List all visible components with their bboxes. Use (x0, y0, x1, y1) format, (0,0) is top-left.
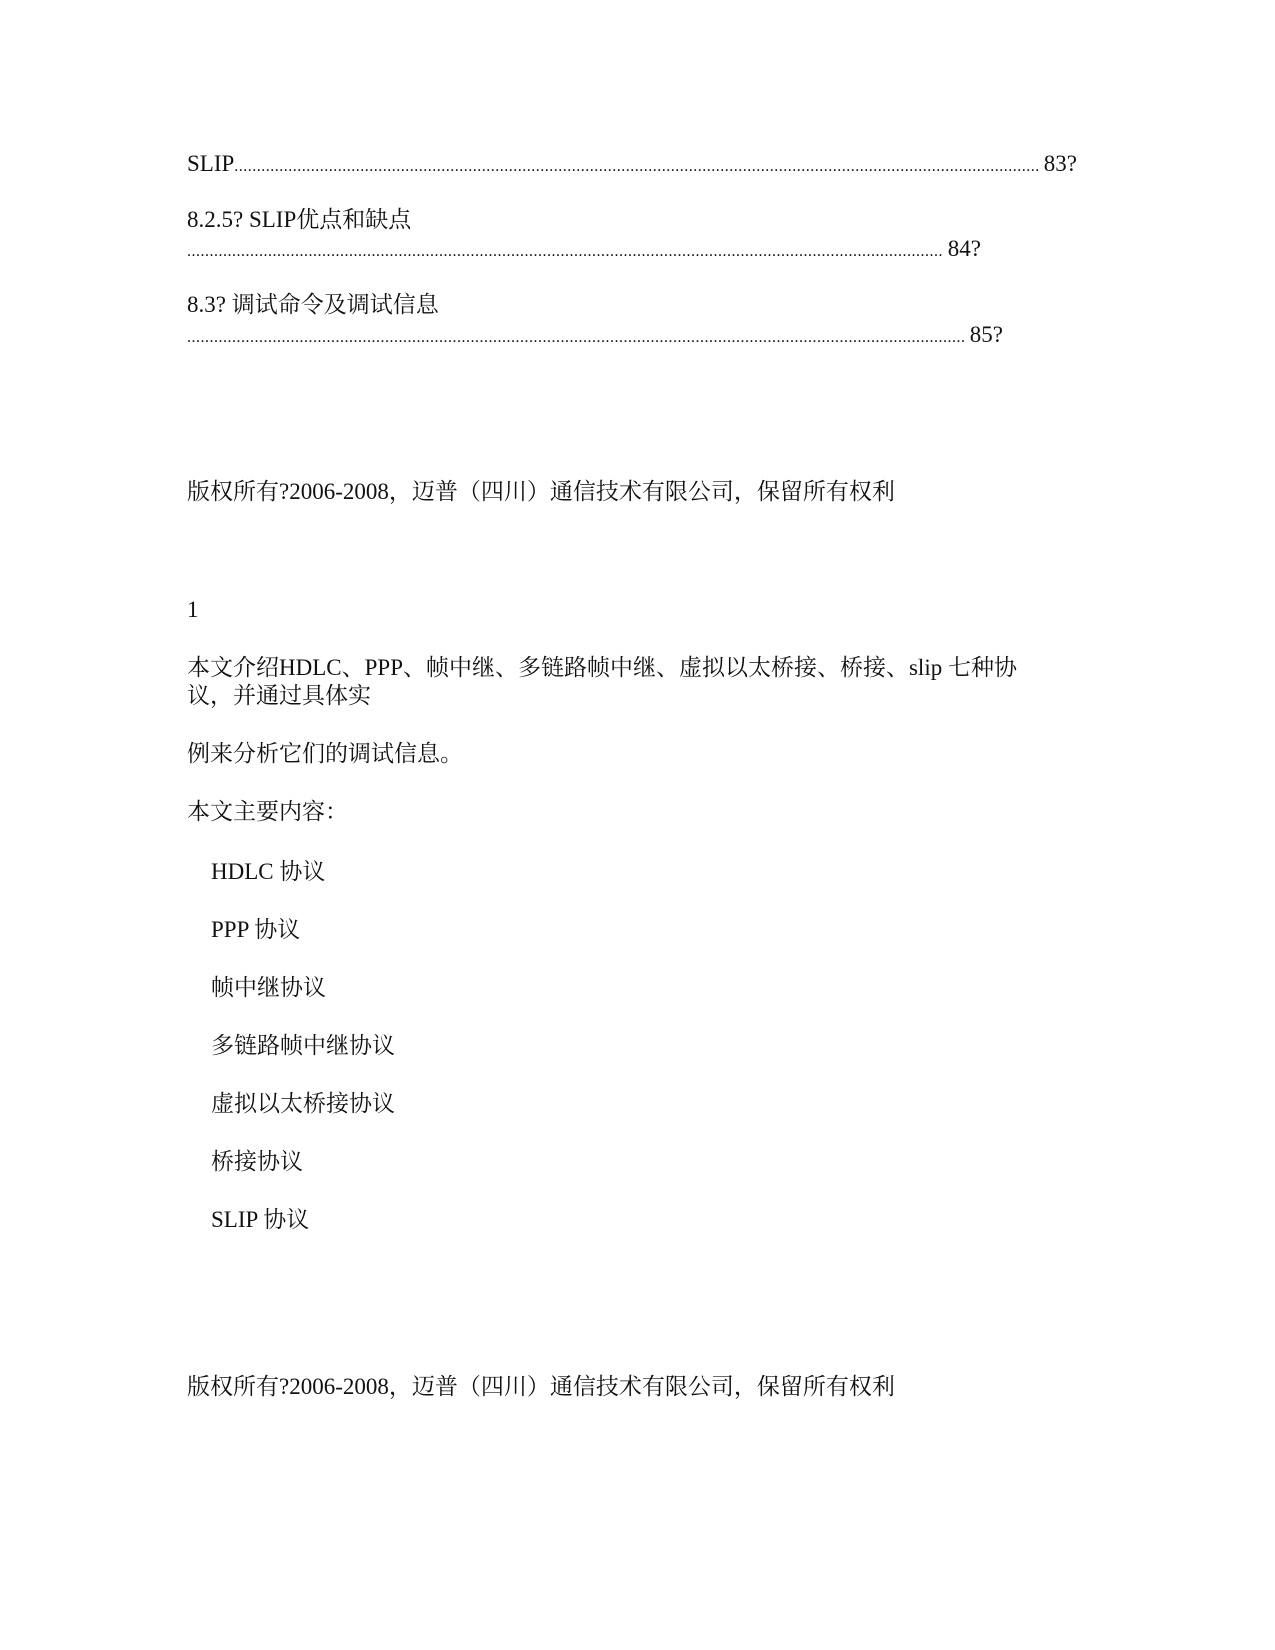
contents-item-bridge: 桥接协议 (211, 1149, 303, 1174)
copyright-footer: 版权所有?2006-2008，迈普（四川）通信技术有限公司，保留所有权利 (187, 479, 895, 504)
toc-entry-title: SLIP (187, 151, 235, 176)
toc-entry-leader-line (187, 321, 1003, 352)
contents-item-mfr: 多链路帧中继协议 (211, 1033, 395, 1058)
contents-item-hdlc: HDLC 协议 (211, 859, 326, 884)
page-number: 1 (187, 597, 199, 622)
toc-entry-title[interactable]: 8.3? 调试命令及调试信息 (187, 292, 439, 317)
intro-line: 本文介绍HDLC、PPP、帧中继、多链路帧中继、虚拟以太桥接、桥接、slip 七种协 (187, 655, 1017, 680)
intro-line: 议，并通过具体实 (187, 683, 371, 708)
toc-entry-leader-line (187, 235, 981, 266)
toc-entry-title[interactable]: 8.2.5? SLIP优点和缺点 (187, 207, 412, 232)
contents-item-ppp: PPP 协议 (211, 917, 301, 942)
toc-leader-dots (234, 153, 1039, 181)
contents-item-frame-relay: 帧中继协议 (211, 975, 326, 1000)
intro-line: 例来分析它们的调试信息。 (187, 741, 463, 766)
contents-heading: 本文主要内容： (187, 799, 348, 824)
copyright-footer: 版权所有?2006-2008，迈普（四川）通信技术有限公司，保留所有权利 (187, 1374, 895, 1399)
toc-leader-dots (187, 324, 966, 352)
toc-entry-slip[interactable] (187, 150, 1077, 181)
toc-leader-dots (187, 238, 944, 266)
contents-item-virtual-ethernet-bridge: 虚拟以太桥接协议 (211, 1091, 395, 1116)
toc-entry-page: 85? (969, 322, 1003, 347)
toc-entry-page: 83? (1043, 151, 1077, 176)
toc-entry-page: 84? (947, 236, 981, 261)
contents-item-slip: SLIP 协议 (211, 1207, 310, 1232)
